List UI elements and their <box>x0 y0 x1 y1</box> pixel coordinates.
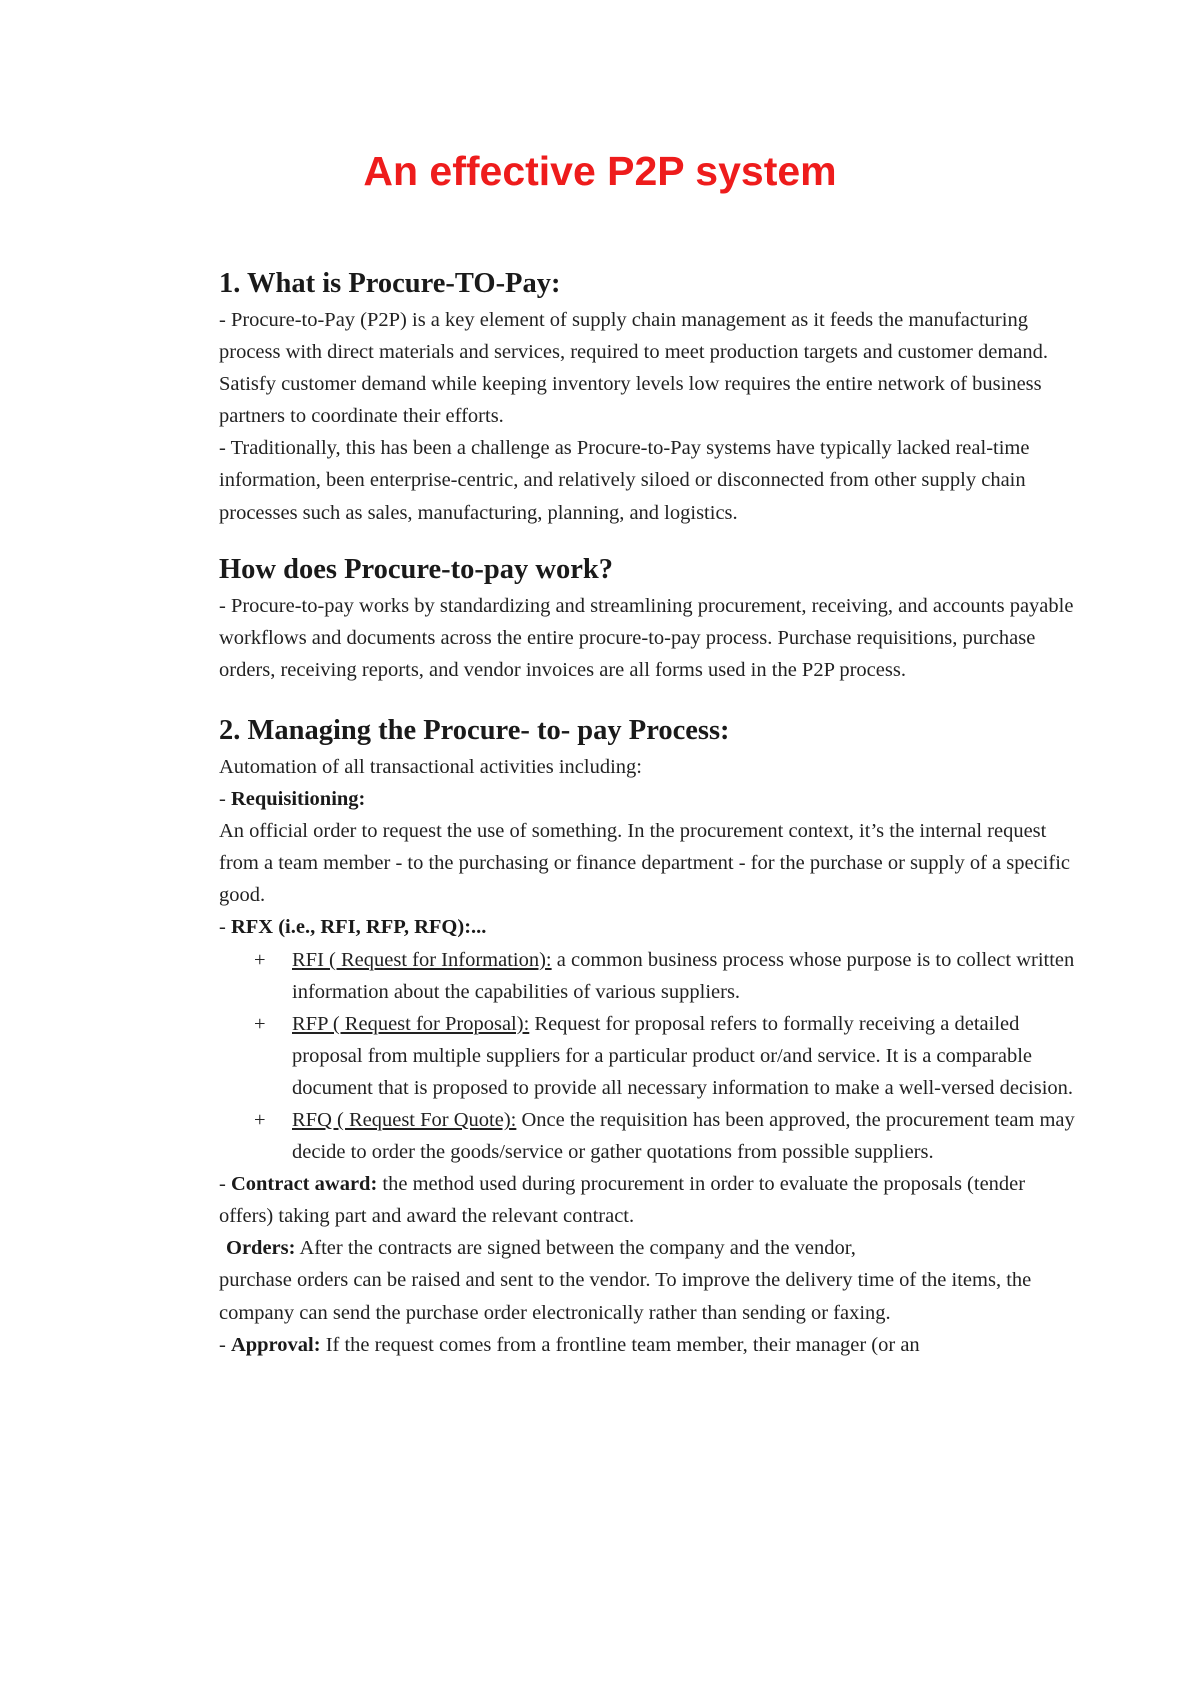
rfx-label: RFX (i.e., RFI, RFP, RFQ):... <box>230 916 487 939</box>
plus-bullet-icon: + <box>254 948 266 971</box>
approval-dash: - <box>219 1333 231 1356</box>
approval-text: If the request comes from a frontline team member, their manager (or an <box>320 1333 920 1356</box>
document-body <box>219 264 1079 1361</box>
plus-bullet-icon: + <box>254 1012 266 1035</box>
rfx-list-item-rfi <box>219 944 1079 1008</box>
plus-bullet-icon: + <box>254 1108 266 1131</box>
rfx-item <box>219 911 1079 943</box>
orders-text: After the contracts are signed between the company and the vendor, <box>295 1237 856 1260</box>
section1-heading: 1. What is Procure-TO-Pay: <box>219 268 561 299</box>
rfx-list <box>219 944 1079 1169</box>
requisitioning-dash: - <box>219 788 231 811</box>
requisitioning-item <box>219 783 1079 815</box>
approval-item <box>219 1329 1079 1361</box>
section1-paragraph-1: - Procure-to-Pay (P2P) is a key element of supply chain management as it feeds the manufacturing process with direct materials and services, required to meet production targets and customer demand. Satisfy customer demand while keeping inventory levels low requires the entire network of business partners to coordinate their efforts. <box>219 309 1049 428</box>
approval-label: Approval: <box>230 1333 321 1356</box>
contract-label: Contract award: <box>230 1173 378 1196</box>
requisitioning-label: Requisitioning: <box>230 788 366 811</box>
rfp-text: Request for proposal refers to formally receiving a detailed proposal from multiple suppliers for a particular product or/and service. It is a comparable document that is proposed to provide all necessary information to make a well-versed decision. <box>292 1012 1074 1099</box>
rfx-list-item-rfp <box>219 1008 1079 1104</box>
rfp-term: RFP ( Request for Proposal): <box>292 1012 530 1035</box>
rfi-term: RFI ( Request for Information): <box>292 948 552 971</box>
section-how-heading: How does Procure-to-pay work? <box>219 553 613 585</box>
rfx-list-item-rfq <box>219 1104 1079 1168</box>
section1-paragraph-2: - Traditionally, this has been a challenge as Procure-to-Pay systems have typically lacked real-time information, been enterprise-centric, and relatively siloed or disconnected from other supply chain processes such as sales, manufacturing, planning, and logistics. <box>219 437 1030 524</box>
section2-intro: Automation of all transactional activities including: <box>219 755 642 778</box>
orders-label: Orders: <box>226 1237 296 1260</box>
requisitioning-text: An official order to request the use of something. In the procurement context, it’s the internal request from a team member - to the purchasing or finance department - for the purchase or supply of a specific good. <box>219 820 1070 907</box>
orders-item <box>219 1232 1079 1264</box>
section-how-paragraph: - Procure-to-pay works by standardizing and streamlining procurement, receiving, and accounts payable workflows and documents across the entire procure-to-pay process. Purchase requisitions, purchase orders, receiving reports, and vendor invoices are all forms used in the P2P process. <box>219 594 1074 681</box>
orders-continuation: purchase orders can be raised and sent to the vendor. To improve the delivery time of the items, the company can send the purchase order electronically rather than sending or faxing. <box>219 1269 1032 1324</box>
rfx-dash: - <box>219 916 231 939</box>
rfi-text: a common business process whose purpose is to collect written information about the capabilities of various suppliers. <box>292 948 1075 1003</box>
page-title: An effective P2P system <box>363 148 837 194</box>
orders-first-line <box>226 1232 856 1264</box>
contract-text: the method used during procurement in order to evaluate the proposals (tender offers) taking part and award the relevant contract. <box>219 1173 1026 1228</box>
contract-dash: - <box>219 1173 231 1196</box>
contract-award-item <box>219 1168 1079 1232</box>
section2-heading: 2. Managing the Procure- to- pay Process: <box>219 714 730 746</box>
rfq-text: Once the requisition has been approved, the procurement team may decide to order the goods/service or gather quotations from possible suppliers. <box>292 1108 1075 1164</box>
rfq-term: RFQ ( Request For Quote): <box>292 1108 517 1131</box>
